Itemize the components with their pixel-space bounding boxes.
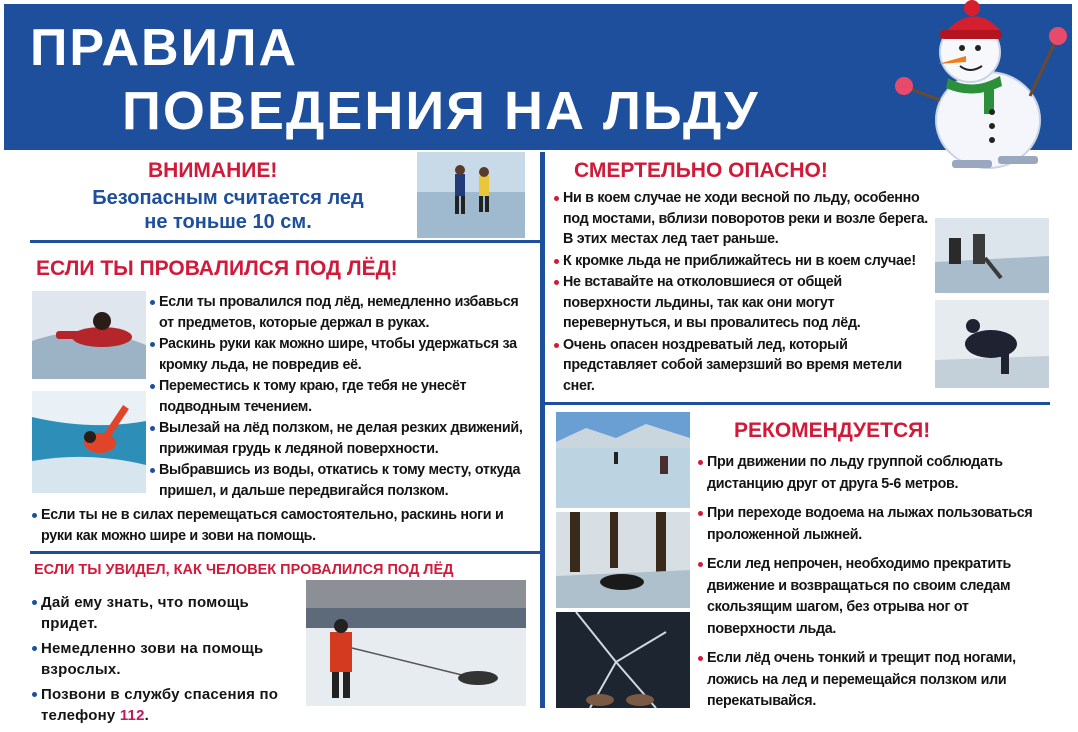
title-line-2: ПОВЕДЕНИЯ НА ЛЬДУ xyxy=(122,81,760,141)
recommended-heading: РЕКОМЕНДУЕТСЯ! xyxy=(734,419,931,442)
list-item: Если ты не в силах перемещаться самостоятельно, раскинь ноги и руки как можно шире и зови на помощь. xyxy=(32,505,534,546)
list-item: Ни в коем случае не ходи весной по льду, особенно под мостами, вблизи поворотов реки и возле берега. В этих местах лед тает раньше. xyxy=(554,188,932,250)
photo-people-on-ice xyxy=(417,152,525,238)
call-text: Позвони в службу спасения по телефону xyxy=(41,686,279,724)
photo-rescue-on-ice xyxy=(306,580,526,706)
attention-line-1: Безопасным считается лед xyxy=(92,187,364,209)
title-line-1: ПРАВИЛА xyxy=(30,19,299,77)
saw-someone-list xyxy=(32,592,302,730)
divider-right-1 xyxy=(545,402,1050,405)
list-item: Если лёд очень тонкий и трещит под ногами, ложись на лед и перемещайся ползком или перекатывайся. xyxy=(698,648,1052,713)
photo-cracked-ice xyxy=(556,612,690,708)
list-item xyxy=(32,684,302,726)
photo-child-in-ice xyxy=(32,291,146,379)
attention-line-2: не тоньше 10 см. xyxy=(144,211,312,233)
center-divider xyxy=(540,152,545,708)
call-period: . xyxy=(144,707,150,724)
photo-group-on-lake xyxy=(556,412,690,508)
attention-text xyxy=(44,186,412,234)
list-item: Если лед непрочен, необходимо прекратить движение и возвращаться по своим следам скользящим шагом, без отрыва ног от поверхности льда. xyxy=(698,554,1052,640)
list-item: При движении по льду группой соблюдать дистанцию друг от друга 5-6 метров. xyxy=(698,452,1052,495)
fell-through-heading: ЕСЛИ ТЫ ПРОВАЛИЛСЯ ПОД ЛЁД! xyxy=(36,257,398,280)
list-item: Дай ему знать, что помощь придет. xyxy=(32,592,302,634)
photo-person-in-water xyxy=(32,391,146,493)
list-item: Если ты провалился под лёд, немедленно избавься от предметов, которые держал в руках. xyxy=(150,292,532,333)
snowman-icon xyxy=(880,0,1070,178)
list-item: Раскинь руки как можно шире, чтобы удержаться за кромку льда, не повредив её. xyxy=(150,334,532,375)
divider-left-1 xyxy=(30,240,540,243)
divider-left-2 xyxy=(30,551,540,554)
deadly-list xyxy=(554,188,932,397)
list-item: Не вставайте на отколовшиеся от общей поверхности льдины, так как они могут перевернуться, и вы провалитесь под лёд. xyxy=(554,272,932,334)
list-item: Немедленно зови на помощь взрослых. xyxy=(32,638,302,680)
list-item: Переместись к тому краю, где тебя не унесёт подводным течением. xyxy=(150,376,532,417)
saw-someone-heading: ЕСЛИ ТЫ УВИДЕЛ, КАК ЧЕЛОВЕК ПРОВАЛИЛСЯ ПОД ЛЁД xyxy=(34,562,454,578)
photo-kneeling-on-ice xyxy=(935,300,1049,388)
deadly-heading: СМЕРТЕЛЬНО ОПАСНО! xyxy=(574,159,828,182)
list-item: Очень опасен ноздреватый лед, который представляет собой замерзший во время метели снег. xyxy=(554,335,932,397)
photo-people-at-ice-edge xyxy=(935,218,1049,293)
list-item: Вылезай на лёд ползком, не делая резких движений, прижимая грудь к ледяной поверхности. xyxy=(150,418,532,459)
list-item: Выбравшись из воды, откатись к тому месту, откуда пришел, и дальше передвигайся ползком. xyxy=(150,460,532,501)
recommended-list xyxy=(698,452,1052,717)
list-item: При переходе водоема на лыжах пользоваться проложенной лыжней. xyxy=(698,503,1052,546)
fell-through-extra xyxy=(32,505,534,550)
photo-crawling-on-ice xyxy=(556,512,690,608)
fell-through-list xyxy=(150,292,532,502)
rescue-phone-number: 112 xyxy=(119,707,145,724)
attention-heading: ВНИМАНИЕ! xyxy=(148,159,278,182)
list-item: К кромке льда не приближайтесь ни в коем случае! xyxy=(554,251,932,272)
